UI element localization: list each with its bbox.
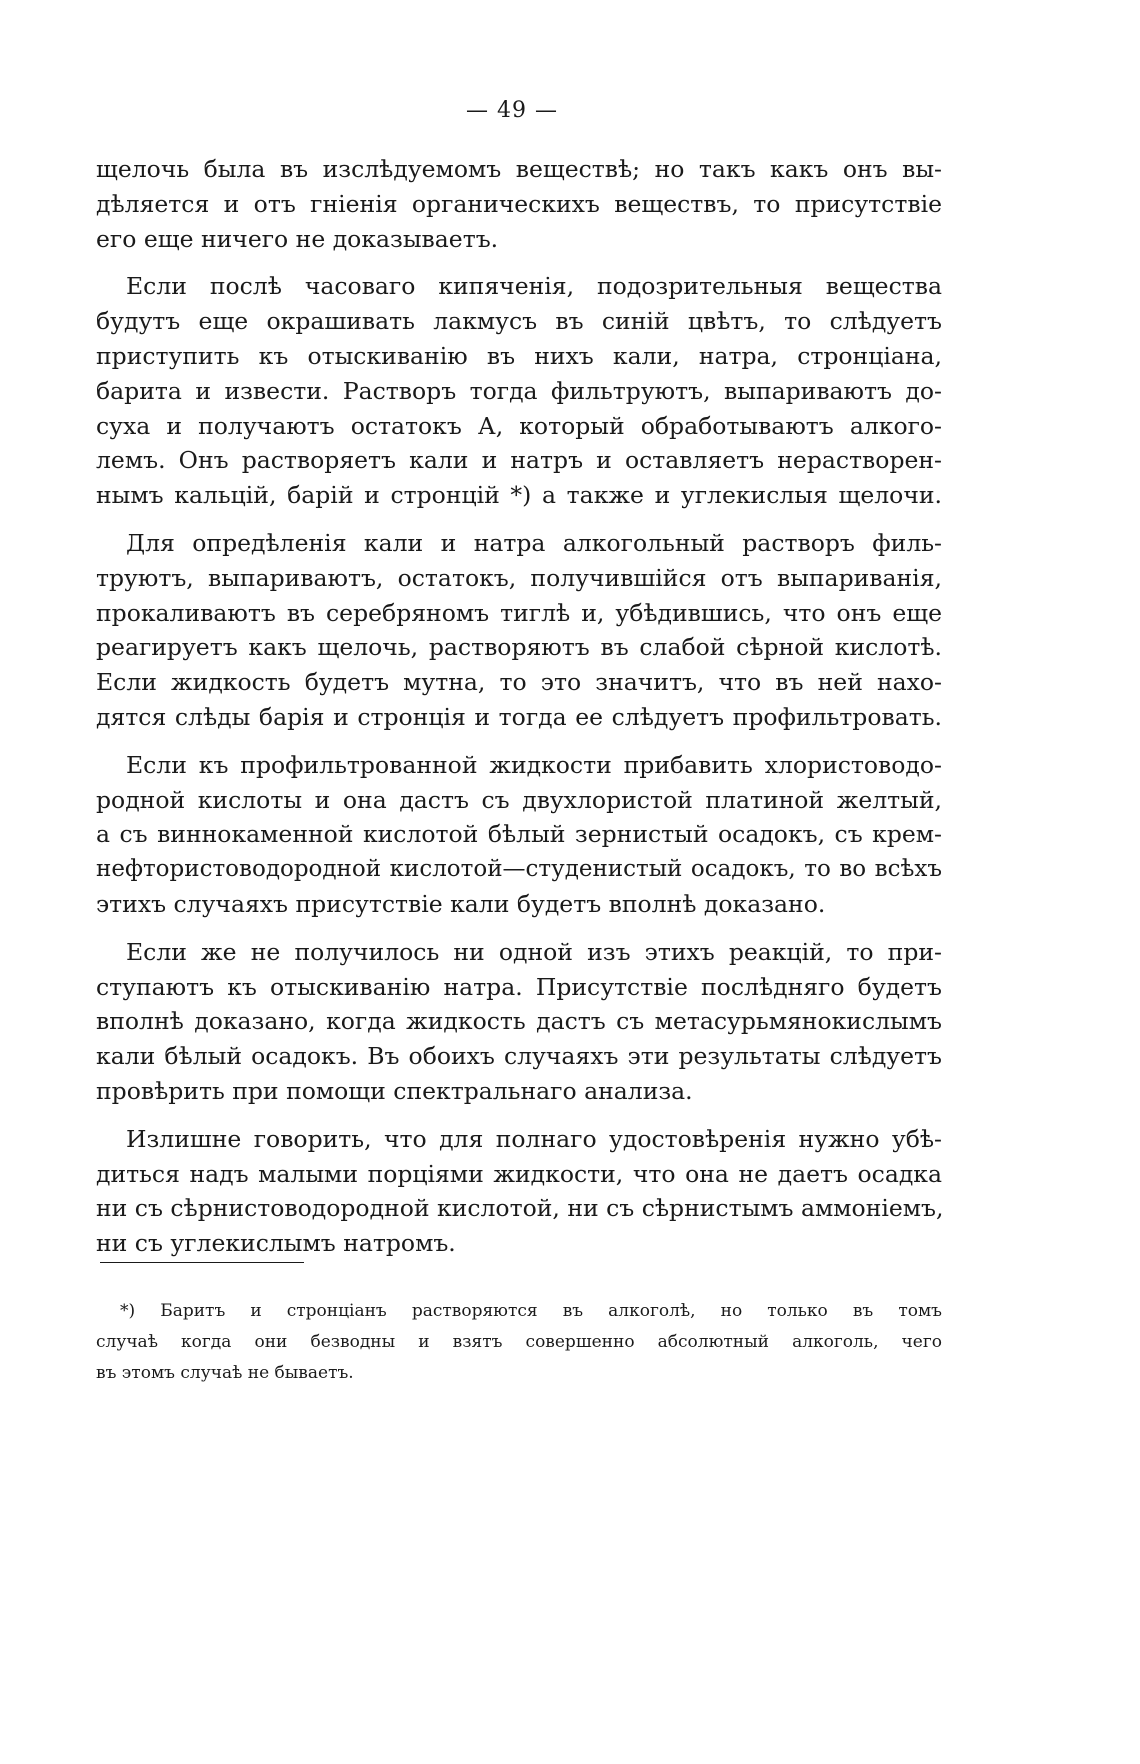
- text-line: щелочь была въ изслѣдуемомъ веществѣ; но такъ какъ онъ вы-: [96, 155, 942, 183]
- paragraph-6: [96, 1122, 942, 1261]
- footnote-line: случаѣ когда они безводны и взятъ совершенно абсолютный алкоголь, чего: [96, 1332, 942, 1352]
- body-text: [96, 152, 942, 1274]
- text-line: суха и получаютъ остатокъ А, который обработываютъ алкого-: [96, 411, 942, 440]
- text-line: будутъ еще окрашивать лакмусъ въ синій цвѣтъ, то слѣдуетъ: [96, 307, 942, 336]
- text-line: ни съ сѣрнистоводородной кислотой, ни съ сѣрнистымъ аммоніемъ,: [96, 1194, 944, 1223]
- text-line: нефтористоводородной кислотой—студенистый осадокъ, то во всѣхъ: [96, 856, 942, 883]
- text-line: вполнѣ доказано, когда жидкость дастъ съ метасурьмянокислымъ: [96, 1007, 942, 1036]
- text-line: нымъ кальцій, барій и стронцій *) а также и углекислыя щелочи.: [96, 481, 942, 510]
- text-line: дѣляется и отъ гніенія органическихъ веществъ, то присутствіе: [96, 189, 942, 218]
- text-line: а съ виннокаменной кислотой бѣлый зернистый осадокъ, съ крем-: [96, 820, 942, 849]
- text-line: Если жидкость будетъ мутна, то это значитъ, что въ ней нахо-: [96, 668, 942, 697]
- text-line: родной кислоты и она дастъ съ двухлористой платиной желтый,: [96, 785, 942, 814]
- paragraph-5: [96, 935, 942, 1109]
- footnote-line: *) Баритъ и стронціанъ растворяются въ алкоголѣ, но только въ томъ: [120, 1301, 942, 1321]
- text-line: Если же не получилось ни одной изъ этихъ реакцій, то при-: [126, 937, 942, 966]
- paragraph-4: [96, 748, 942, 922]
- paragraph-1: [96, 152, 942, 256]
- text-line: труютъ, выпариваютъ, остатокъ, получившійся отъ выпариванія,: [96, 563, 942, 592]
- text-line: Если къ профильтрованной жидкости прибавить хлористоводо-: [126, 750, 942, 779]
- text-line: приступить къ отыскиванію въ нихъ кали, натра, стронціана,: [96, 341, 942, 370]
- text-line: барита и извести. Растворъ тогда фильтруютъ, выпариваютъ до-: [96, 376, 942, 405]
- paragraph-3: [96, 526, 942, 735]
- text-line: ни съ углекислымъ натромъ.: [96, 1229, 456, 1258]
- text-line: лемъ. Онъ растворяетъ кали и натръ и оставляетъ нерастворен-: [96, 446, 942, 475]
- text-line: провѣрить при помощи спектральнаго анализа.: [96, 1076, 693, 1105]
- text-line: дятся слѣды барія и стронція и тогда ее слѣдуетъ профильтровать.: [96, 702, 942, 731]
- text-line: Если послѣ часоваго кипяченія, подозрительныя вещества: [126, 272, 942, 301]
- text-line: кали бѣлый осадокъ. Въ обоихъ случаяхъ эти результаты слѣдуетъ: [96, 1042, 942, 1071]
- text-line: диться надъ малыми порціями жидкости, что она не даетъ осадка: [96, 1159, 942, 1188]
- footnote-line: въ этомъ случаѣ не бываетъ.: [96, 1363, 354, 1383]
- text-line: Излишне говорить, что для полнаго удостовѣренія нужно убѣ-: [126, 1124, 942, 1153]
- footnote-divider: [100, 1262, 304, 1263]
- text-line: Для опредѣленія кали и натра алкогольный растворъ филь-: [126, 528, 942, 557]
- text-line: реагируетъ какъ щелочь, растворяютъ въ слабой сѣрной кислотѣ.: [96, 633, 942, 662]
- text-line: прокаливаютъ въ серебряномъ тиглѣ и, убѣдившись, что онъ еще: [96, 598, 942, 627]
- text-line: ступаютъ къ отыскиванію натра. Присутствіе послѣдняго будетъ: [96, 972, 942, 1001]
- text-line: этихъ случаяхъ присутствіе кали будетъ вполнѣ доказано.: [96, 889, 826, 918]
- paragraph-2: [96, 269, 942, 513]
- footnote: [96, 1296, 942, 1389]
- text-line: его еще ничего не доказываетъ.: [96, 224, 499, 253]
- page-number: — 49 —: [466, 98, 558, 123]
